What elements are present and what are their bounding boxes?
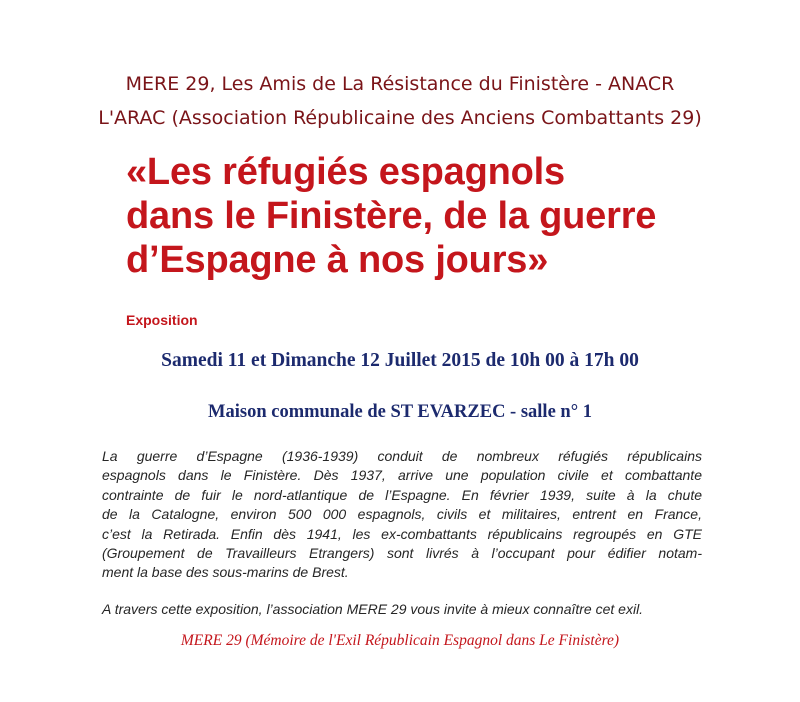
description-line: contrainte de fuir le nord-atlantique de l’Espagne. En février 1939, suite à la chute — [102, 486, 702, 503]
title-line-2: dans le Finistère, de la guerre — [126, 195, 657, 237]
event-dates: Samedi 11 et Dimanche 12 Juillet 2015 de 10h 00 à 17h 00 — [161, 350, 639, 371]
invitation-text: A travers cette exposition, l’association MERE 29 vous invite à mieux connaître cet exil. — [102, 601, 644, 617]
exhibition-title — [126, 150, 786, 282]
description-line: de la Catalogne, environ 500 000 espagnols, civils et militaires, entrent en France, — [102, 506, 702, 523]
event-venue: Maison communale de ST EVARZEC - salle n° 1 — [208, 402, 592, 422]
description-paragraph — [102, 447, 702, 583]
organizers-line-2: L'ARAC (Association Républicaine des Anciens Combattants 29) — [98, 107, 702, 129]
description-line: ment la base des sous-marins de Brest. — [102, 564, 349, 581]
footer-association-name: MERE 29 (Mémoire de l'Exil Républicain Espagnol dans Le Finistère) — [180, 632, 620, 649]
description-line: espagnols dans le Finistère. Dès 1937, arrive une population civile et combattante — [102, 467, 702, 484]
description-line: (Groupement de Travailleurs Etrangers) sont livrés à l’occupant pour édifier notam- — [102, 545, 702, 562]
organizers-line-1: MERE 29, Les Amis de La Résistance du Finistère - ANACR — [125, 73, 675, 95]
title-line-1: «Les réfugiés espagnols — [126, 151, 565, 193]
exhibition-label: Exposition — [126, 312, 198, 328]
title-line-3: d’Espagne à nos jours» — [126, 239, 549, 281]
description-line: La guerre d’Espagne (1936-1939) conduit de nombreux réfugiés républicains — [102, 448, 702, 464]
description-line: c’est la Retirada. Enfin dès 1941, les ex-combattants républicains regroupés en GTE — [102, 525, 702, 542]
